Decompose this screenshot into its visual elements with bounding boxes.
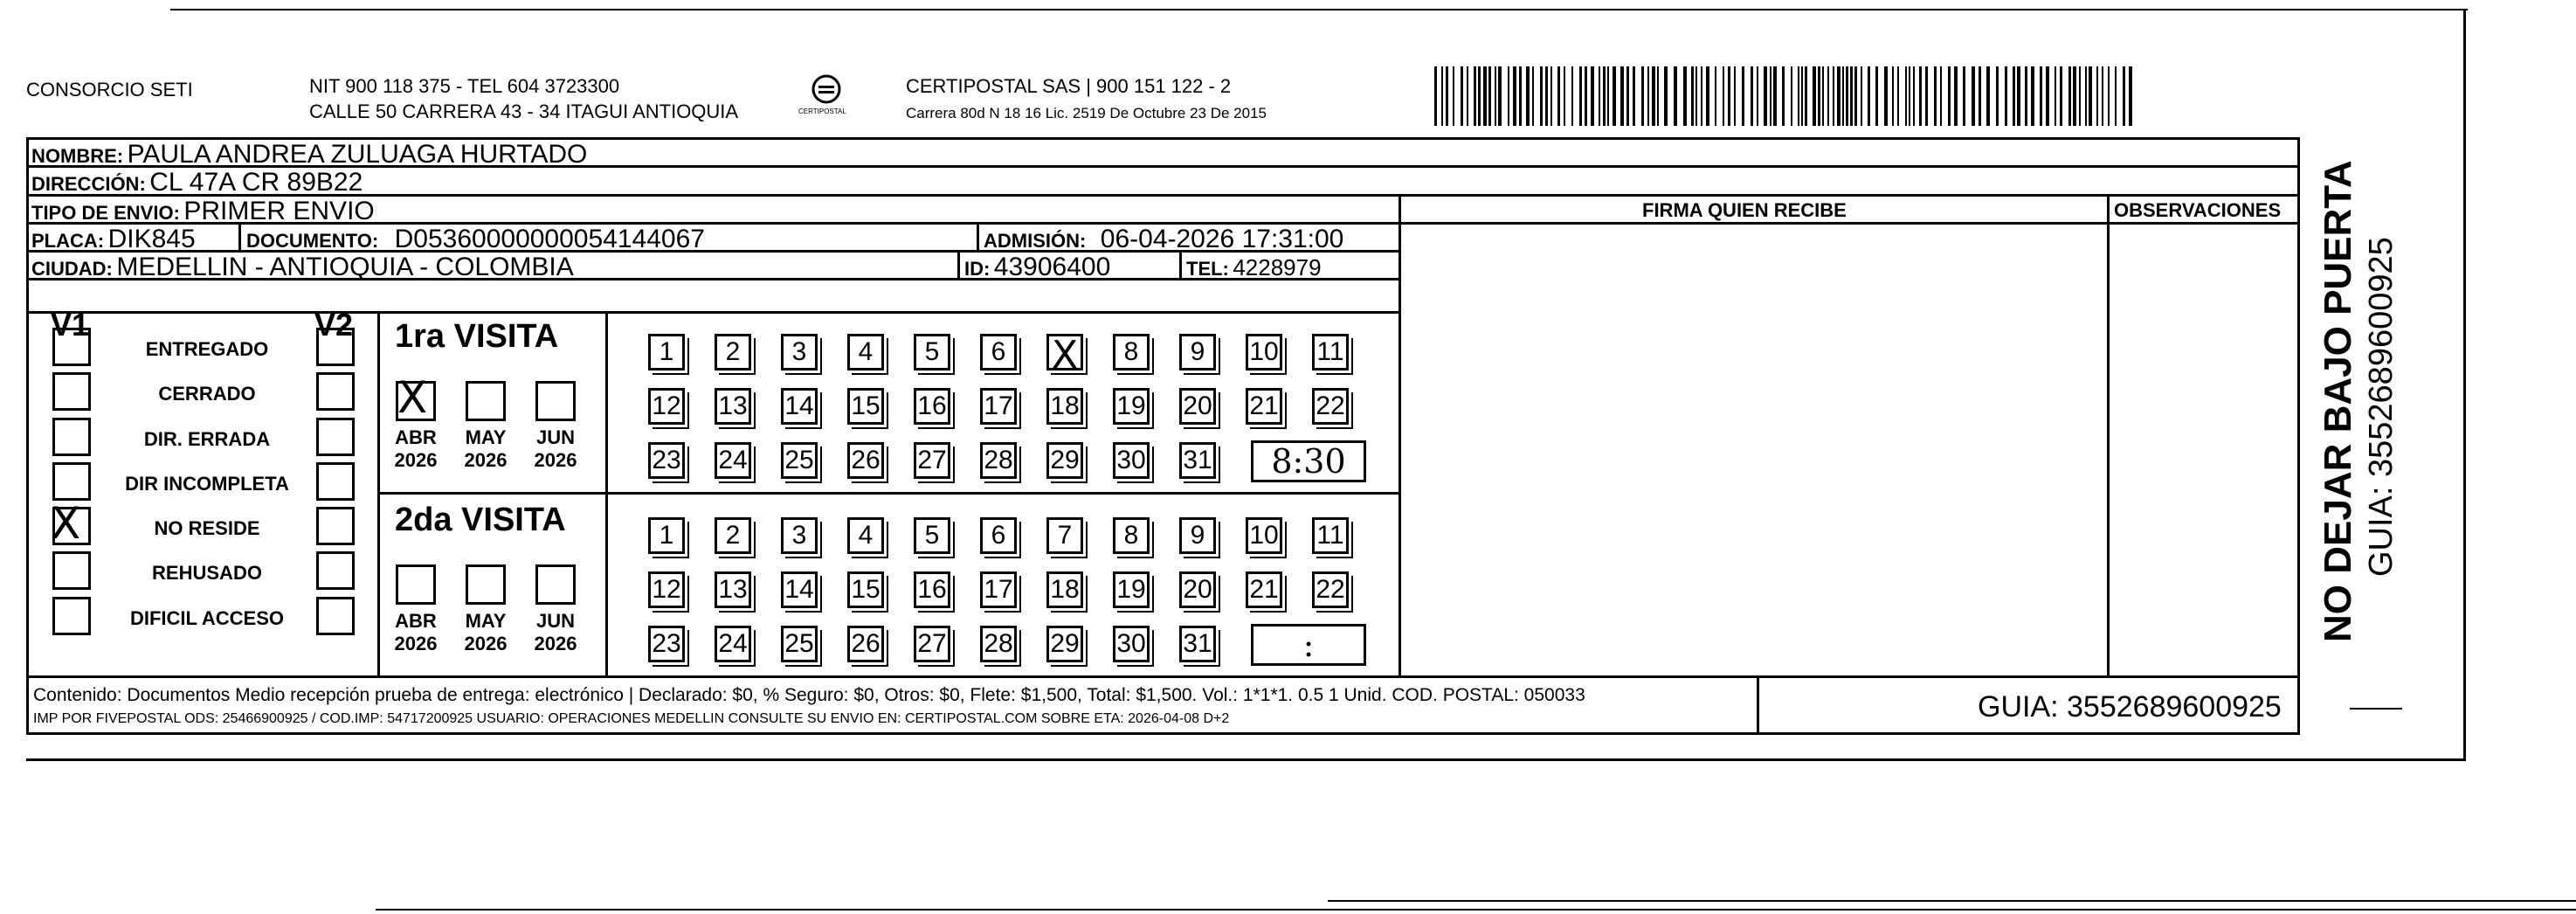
first-day-box[interactable]: 12 — [648, 388, 685, 425]
id-label: ID: — [964, 258, 991, 280]
obs-left-border — [2107, 194, 2110, 678]
certipostal-logo-icon — [811, 73, 842, 105]
small-dash — [2350, 708, 2402, 710]
first-day-box[interactable]: 21 — [1246, 388, 1282, 425]
second-day-box[interactable]: 12 — [648, 571, 685, 608]
year-label: 2026 — [464, 449, 508, 471]
direccion-label: DIRECCIÓN: — [31, 173, 146, 195]
status-label: NO RESIDE — [154, 517, 260, 539]
year-label: 2026 — [394, 633, 438, 654]
first-day-box[interactable]: 5 — [914, 334, 950, 370]
first-day-box[interactable]: 19 — [1113, 388, 1150, 425]
second-day-box[interactable]: 23 — [648, 626, 685, 662]
first-day-box[interactable]: 3 — [781, 334, 818, 370]
status-right-border — [377, 311, 380, 678]
v2-checkbox[interactable] — [316, 551, 355, 590]
second-day-box[interactable]: 26 — [847, 626, 884, 662]
status-label: ENTREGADO — [145, 338, 269, 360]
row-line-7 — [26, 311, 1401, 314]
guia-vertical: GUIA: 3552689600925 — [2363, 237, 2400, 577]
status-label: DIR INCOMPLETA — [125, 473, 289, 495]
first-day-box[interactable]: 26 — [847, 442, 884, 479]
day-check-mark: X — [1051, 333, 1079, 377]
first-day-box[interactable]: 18 — [1046, 388, 1083, 425]
footer-contenido: Contenido: Documentos Medio recepción prueba de entrega: electrónico | Declarado: $0, % Seguro: $0, Otros: $0, Flete: $1,500, Total: $1,500. Vol.: 1*1*1. 0.5 1 Unid. COD. POSTAL: 050033 — [33, 685, 1585, 705]
right-border — [2297, 137, 2300, 735]
status-label: DIR. ERRADA — [143, 428, 271, 450]
v1-checkbox[interactable] — [52, 551, 91, 590]
second-day-box[interactable]: 22 — [1312, 571, 1349, 608]
second-day-box[interactable]: 10 — [1246, 517, 1282, 554]
first-day-box[interactable]: 16 — [914, 388, 950, 425]
first-day-box[interactable]: 28 — [980, 442, 1017, 479]
status-label: DIFICIL ACCESO — [129, 607, 284, 629]
top-edge-line — [170, 9, 2468, 10]
first-day-box[interactable]: 1 — [648, 334, 685, 370]
first-day-box[interactable]: 25 — [781, 442, 818, 479]
second-day-box[interactable]: 20 — [1179, 571, 1216, 608]
second-day-box[interactable]: 15 — [847, 571, 884, 608]
v1-checkbox[interactable] — [52, 372, 91, 411]
second-month-checkbox[interactable] — [535, 564, 576, 605]
v1-checkbox[interactable] — [52, 462, 91, 501]
year-label: 2026 — [534, 449, 577, 471]
second-day-box[interactable]: 16 — [914, 571, 950, 608]
v2-checkbox[interactable] — [316, 462, 355, 501]
firma-label: FIRMA QUIEN RECIBE — [1642, 199, 1847, 221]
second-day-box[interactable]: 13 — [715, 571, 751, 608]
row-line-bottom — [26, 732, 2300, 735]
second-day-box[interactable]: 21 — [1246, 571, 1282, 608]
month-label: JUN — [535, 610, 575, 632]
lower-page-line — [376, 909, 2576, 911]
v2-checkbox[interactable] — [316, 597, 355, 635]
first-day-box[interactable]: 2 — [715, 334, 751, 370]
placa-divider — [238, 222, 241, 252]
placa-label: PLACA: — [31, 230, 105, 252]
right-edge-line — [2463, 9, 2466, 758]
second-day-box[interactable]: 7 — [1046, 517, 1083, 554]
tel-divider — [1179, 250, 1182, 280]
v2-checkbox[interactable] — [316, 418, 355, 456]
second-day-box[interactable]: 19 — [1113, 571, 1150, 608]
admision-divider — [977, 222, 979, 252]
month-label: ABR — [395, 610, 437, 632]
v2-checkbox[interactable] — [316, 507, 355, 545]
tel-label: TEL: — [1186, 258, 1229, 280]
nombre-value: PAULA ANDREA ZULUAGA HURTADO — [127, 140, 588, 169]
company-name: CONSORCIO SETI — [26, 79, 193, 100]
first-day-box[interactable]: 10 — [1246, 334, 1282, 370]
second-day-box[interactable]: 8 — [1113, 517, 1150, 554]
company-address: CALLE 50 CARRERA 43 - 34 ITAGUI ANTIOQUIA — [309, 100, 739, 122]
barcode — [1434, 66, 2133, 126]
v1-checkbox[interactable] — [52, 418, 91, 456]
status-label: REHUSADO — [152, 562, 262, 584]
second-time-box[interactable]: : — [1251, 624, 1366, 666]
guia-divider — [1757, 675, 1759, 735]
v2-checkbox[interactable] — [316, 372, 355, 411]
second-day-box[interactable]: 17 — [980, 571, 1017, 608]
first-day-box[interactable]: 6 — [980, 334, 1017, 370]
footer-imp: IMP POR FIVEPOSTAL ODS: 25466900925 / COD.IMP: 54717200925 USUARIO: OPERACIONES MEDELLIN CONSULTE SU ENVIO EN: CERTIPOSTAL.COM SOBRE ETA: 2026-04-08 D+2 — [33, 711, 1230, 726]
year-label: 2026 — [534, 633, 577, 654]
id-value: 43906400 — [993, 253, 1111, 281]
certipostal-logo-text: CERTIPOSTAL — [798, 107, 846, 115]
year-label: 2026 — [394, 449, 438, 471]
second-day-box[interactable]: 14 — [781, 571, 818, 608]
first-day-box[interactable]: 4 — [847, 334, 884, 370]
month-label: JUN — [535, 426, 575, 448]
second-day-box[interactable]: 29 — [1046, 626, 1083, 662]
documento-label: DOCUMENTO: — [246, 230, 379, 252]
second-day-box[interactable]: 5 — [914, 517, 950, 554]
id-divider — [957, 250, 960, 280]
first-day-box[interactable]: 30 — [1113, 442, 1150, 479]
second-day-box[interactable]: 3 — [781, 517, 818, 554]
first-month-checkbox[interactable] — [535, 381, 576, 421]
year-label: 2026 — [464, 633, 508, 654]
ciudad-label: CIUDAD: — [31, 258, 113, 280]
v1-check-mark: X — [51, 498, 81, 549]
month-check-mark: X — [397, 372, 428, 423]
first-day-box[interactable]: 14 — [781, 388, 818, 425]
second-day-box[interactable]: 31 — [1179, 626, 1216, 662]
second-day-box[interactable]: 1 — [648, 517, 685, 554]
first-day-box[interactable] — [1046, 333, 1083, 377]
second-day-box[interactable]: 11 — [1312, 517, 1349, 554]
status-label: CERRADO — [158, 383, 256, 405]
second-day-box[interactable]: 30 — [1113, 626, 1150, 662]
first-day-box[interactable]: 8 — [1113, 334, 1150, 370]
no-dejar-bajo-puerta: NO DEJAR BAJO PUERTA — [2317, 160, 2359, 642]
first-day-box[interactable]: 27 — [914, 442, 950, 479]
first-day-box[interactable]: 22 — [1312, 388, 1349, 425]
first-day-box[interactable]: 13 — [715, 388, 751, 425]
v1-checkbox[interactable] — [52, 328, 91, 366]
nombre-label: NOMBRE: — [31, 145, 124, 167]
first-month-checkbox[interactable] — [466, 381, 506, 421]
month-right-border — [605, 311, 608, 678]
second-month-checkbox[interactable] — [466, 564, 506, 605]
first-time-box[interactable]: 8:30 — [1251, 440, 1366, 482]
tipo-envio-label: TIPO DE ENVIO: — [31, 202, 180, 224]
first-day-box[interactable]: 11 — [1312, 334, 1349, 370]
observaciones-label: OBSERVACIONES — [2114, 199, 2282, 221]
left-border — [26, 137, 29, 735]
v1-label: V1 — [51, 307, 90, 343]
first-day-box[interactable]: 9 — [1179, 334, 1216, 370]
first-day-box[interactable]: 24 — [715, 442, 751, 479]
documento-value: D05360000000054144067 — [394, 225, 705, 253]
ciudad-value: MEDELLIN - ANTIOQUIA - COLOMBIA — [116, 253, 574, 281]
v1-checkbox[interactable] — [52, 597, 91, 635]
first-visit-title: 1ra VISITA — [395, 318, 559, 355]
company-nit: NIT 900 118 375 - TEL 604 3723300 — [309, 75, 620, 97]
first-day-box[interactable]: 31 — [1179, 442, 1216, 479]
second-day-box[interactable]: 24 — [715, 626, 751, 662]
second-day-box[interactable]: 25 — [781, 626, 818, 662]
tel-value: 4228979 — [1233, 254, 1322, 280]
footer-guia: GUIA: 3552689600925 — [1978, 690, 2282, 724]
month-label: MAY — [465, 426, 507, 448]
v2-label: V2 — [314, 307, 354, 343]
bottom-edge-line — [26, 758, 2466, 761]
lower-page-line-2 — [1328, 900, 2576, 902]
second-day-box[interactable]: 18 — [1046, 571, 1083, 608]
month-label: MAY — [465, 610, 507, 632]
second-visit-title: 2da VISITA — [395, 502, 566, 538]
admision-label: ADMISIÓN: — [984, 230, 1087, 252]
certipostal-info: CERTIPOSTAL SAS | 900 151 122 - 2 — [906, 75, 1232, 97]
second-day-box[interactable]: 6 — [980, 517, 1017, 554]
admision-value: 06-04-2026 17:31:00 — [1100, 225, 1344, 253]
second-day-box[interactable]: 4 — [847, 517, 884, 554]
first-day-box[interactable]: 15 — [847, 388, 884, 425]
first-day-box[interactable]: 17 — [980, 388, 1017, 425]
v2-checkbox[interactable] — [316, 328, 355, 366]
visit-divider — [377, 492, 1401, 495]
row-line-footer — [26, 675, 2300, 678]
second-day-box[interactable]: 28 — [980, 626, 1017, 662]
first-day-box[interactable]: 20 — [1179, 388, 1216, 425]
second-day-box[interactable]: 9 — [1179, 517, 1216, 554]
first-day-box[interactable]: 23 — [648, 442, 685, 479]
firma-left-border — [1398, 194, 1401, 678]
direccion-value: CL 47A CR 89B22 — [149, 168, 363, 197]
month-label: ABR — [395, 426, 437, 448]
placa-value: DIK845 — [107, 225, 196, 253]
second-day-box[interactable]: 27 — [914, 626, 950, 662]
second-day-box[interactable]: 2 — [715, 517, 751, 554]
certipostal-license: Carrera 80d N 18 16 Lic. 2519 De Octubre 23 De 2015 — [906, 105, 1267, 121]
second-month-checkbox[interactable] — [396, 564, 436, 605]
tipo-envio-value: PRIMER ENVIO — [183, 197, 375, 225]
first-day-box[interactable]: 29 — [1046, 442, 1083, 479]
